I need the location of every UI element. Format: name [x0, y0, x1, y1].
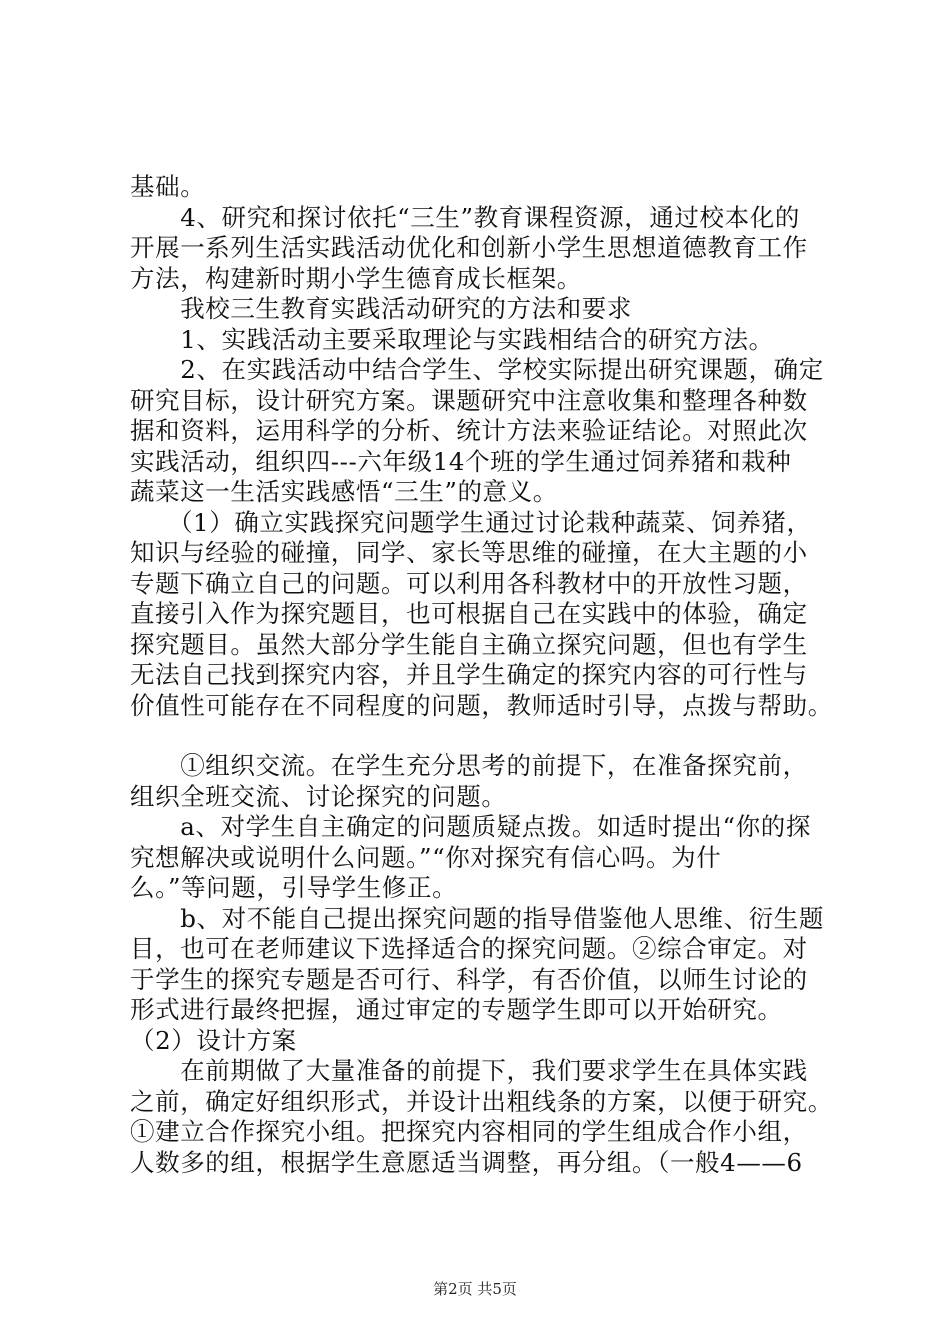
text-line: 蔬菜这一生活实践感悟“三生”的意义。 [130, 477, 558, 506]
text-line: 研究目标，设计研究方案。课题研究中注意收集和整理各种数 [130, 385, 808, 415]
text-line: 方法，构建新时期小学生德育成长框架。 [130, 263, 582, 293]
text-line: a、对学生自主确定的问题质疑点拨。如适时提出“你的探 [130, 812, 811, 841]
text-line: 于学生的探究专题是否可行、科学，有否价值，以师生讨论的 [130, 964, 808, 994]
text-line: 1、实践活动主要采取理论与实践相结合的研究方法。 [130, 324, 774, 354]
text-line: 探究题目。虽然大部分学生能自主确立探究问题，但也有学生 [130, 629, 808, 659]
section-heading: （2）设计方案 [130, 1025, 297, 1055]
text-line: 目，也可在老师建议下选择适合的探究问题。②综合审定。对 [130, 934, 808, 963]
text-line: b、对不能自己提出探究问题的指导借鉴他人思维、衍生题 [130, 903, 824, 933]
text-line: 究想解决或说明什么问题。”“你对探究有信心吗。为什 [130, 842, 722, 872]
text-line: 专题下确立自己的问题。可以利用各科教材中的开放性习题， [130, 568, 808, 598]
text-line: 无法自己找到探究内容，并且学生确定的探究内容的可行性与 [130, 660, 808, 689]
text-line: 人数多的组，根据学生意愿适当调整，再分组。（一般4——6 [130, 1147, 803, 1177]
text-line: 形式进行最终把握，通过审定的专题学生即可以开始研究。 [130, 995, 783, 1024]
text-line: 据和资料，运用科学的分析、统计方法来验证结论。对照此次 [130, 416, 808, 445]
text-line: 开展一系列生活实践活动优化和创新小学生思想道德教育工作 [130, 233, 808, 262]
text-line: 直接引入作为探究题目，也可根据自己在实践中的体验，确定 [130, 599, 808, 628]
text-line: （1）确立实践探究问题学生通过讨论栽种蔬菜、饲养猪， [130, 507, 812, 537]
document-body [130, 172, 835, 1178]
text-line: 4、研究和探讨依托“三生”教育课程资源，通过校本化的 [130, 202, 800, 232]
text-line: 2、在实践活动中结合学生、学校实际提出研究课题，确定 [130, 355, 824, 384]
section-heading: 我校三生教育实践活动研究的方法和要求 [130, 294, 632, 323]
text-line: 知识与经验的碰撞，同学、家长等思维的碰撞，在大主题的小 [130, 538, 808, 567]
text-line: 价值性可能存在不同程度的问题，教师适时引导，点拨与帮助。 [130, 690, 833, 720]
text-line: 实践活动，组织四---六年级14个班的学生通过饲养猪和栽种 [130, 446, 792, 476]
text-line: ①组织交流。在学生充分思考的前提下，在准备探究前， [130, 751, 808, 780]
text-line: 么。”等问题，引导学生修正。 [130, 873, 458, 902]
text-line: 组织全班交流、讨论探究的问题。 [130, 781, 507, 811]
text-line: ①建立合作探究小组。把探究内容相同的学生组成合作小组， [130, 1117, 808, 1146]
text-line: 之前，确定好组织形式，并设计出粗线条的方案，以便于研究。 [130, 1086, 833, 1116]
paragraph-gap [130, 721, 835, 751]
page-footer: 第2页 共5页 [433, 1280, 517, 1298]
text-line: 基础。 [130, 172, 206, 201]
text-line: 在前期做了大量准备的前提下，我们要求学生在具体实践 [130, 1056, 808, 1085]
